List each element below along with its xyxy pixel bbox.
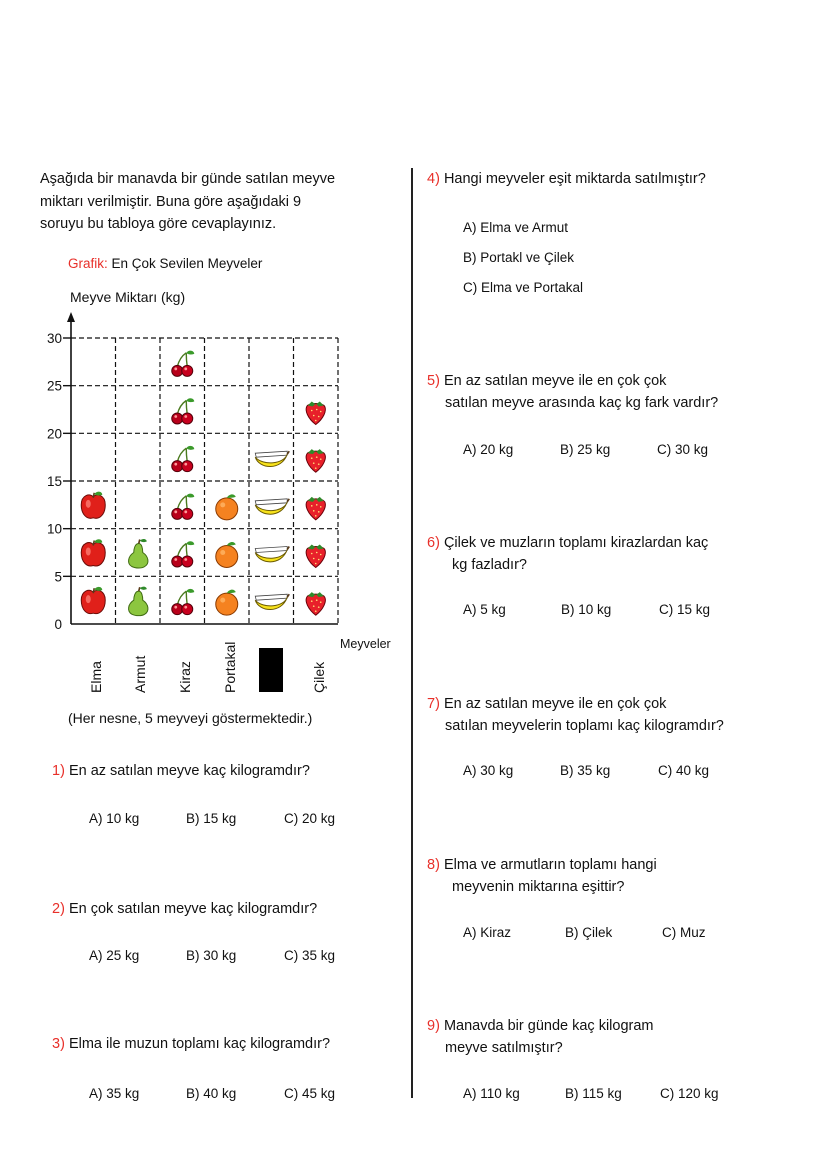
question-6-option-b[interactable]: B) 10 kg <box>561 602 612 617</box>
category-label-portakal: Portakal <box>222 641 238 693</box>
category-label-cilek: Çilek <box>311 661 327 693</box>
question-8 <box>427 854 657 898</box>
banana-icon <box>255 547 289 562</box>
question-4-option-b[interactable]: B) Portakl ve Çilek <box>463 250 575 265</box>
banana-icon <box>255 594 289 609</box>
chart-axes <box>67 312 338 624</box>
question-1-option-c[interactable]: C) 20 kg <box>284 811 336 826</box>
y-axis-label: Meyve Miktarı (kg) <box>70 289 186 305</box>
question-1-number: 1) <box>52 763 65 779</box>
cherry-icon <box>172 541 195 567</box>
instructions <box>40 168 400 236</box>
question-5-number: 5) <box>427 373 440 389</box>
question-6-text-line-2: kg fazladır? <box>452 557 527 573</box>
question-2 <box>52 898 317 920</box>
banana-icon <box>255 499 289 514</box>
question-2-option-a[interactable]: A) 25 kg <box>89 948 140 963</box>
question-6-option-a[interactable]: A) 5 kg <box>463 602 506 617</box>
question-1-option-b[interactable]: B) 15 kg <box>186 811 237 826</box>
question-3-number: 3) <box>52 1036 65 1052</box>
instructions-line-2: miktarı verilmiştir. Buna göre aşağıdaki 9 <box>40 193 302 210</box>
question-8-text-line-2: meyvenin miktarına eşittir? <box>452 879 625 895</box>
cherry-icon <box>172 351 195 377</box>
question-6-text-line-1: Çilek ve muzların toplamı kirazlardan kaç <box>443 535 709 551</box>
y-tick-label: 0 <box>54 617 62 632</box>
y-tick-label: 25 <box>46 378 62 394</box>
question-9-option-c[interactable]: C) 120 kg <box>660 1086 719 1101</box>
question-5-text-line-1: En az satılan meyve ile en çok çok <box>443 373 667 389</box>
question-1-text: En az satılan meyve kaç kilogramdır? <box>68 763 310 779</box>
strawberry-icon <box>306 545 325 568</box>
question-9-option-b[interactable]: B) 115 kg <box>565 1086 622 1101</box>
question-6-number: 6) <box>427 535 440 551</box>
column-divider <box>411 168 413 1098</box>
chart-title <box>68 256 262 271</box>
question-7-option-c[interactable]: C) 40 kg <box>658 763 710 778</box>
apple-icon <box>81 492 105 519</box>
orange-icon <box>216 494 238 520</box>
x-axis-label: Meyveler <box>340 637 391 651</box>
question-5-option-b[interactable]: B) 25 kg <box>560 442 611 457</box>
pear-icon <box>129 539 148 568</box>
question-7-number: 7) <box>427 696 440 712</box>
question-3 <box>52 1033 330 1055</box>
apple-icon <box>81 539 105 566</box>
question-7-text-line-2: satılan meyvelerin toplamı kaç kilogramdır? <box>445 718 724 734</box>
question-1 <box>52 760 310 782</box>
y-axis-arrow <box>67 312 75 322</box>
question-7 <box>427 693 724 737</box>
strawberry-icon <box>306 449 325 472</box>
question-3-option-c[interactable]: C) 45 kg <box>284 1086 336 1101</box>
cherry-icon <box>172 398 195 424</box>
question-8-option-a[interactable]: A) Kiraz <box>463 925 512 940</box>
question-5-option-a[interactable]: A) 20 kg <box>463 442 514 457</box>
question-4-text: Hangi meyveler eşit miktarda satılmıştır? <box>443 171 706 187</box>
cherry-icon <box>172 446 195 472</box>
question-9-text-line-1: Manavda bir günde kaç kilogram <box>443 1018 654 1034</box>
cherry-icon <box>172 589 195 615</box>
question-3-text: Elma ile muzun toplamı kaç kilogramdır? <box>68 1036 331 1052</box>
apple-icon <box>81 587 105 614</box>
strawberry-icon <box>306 592 325 615</box>
chart-note: (Her nesne, 5 meyveyi göstermektedir.) <box>68 710 313 726</box>
orange-icon <box>216 590 238 616</box>
y-tick-label: 30 <box>46 331 62 346</box>
question-4-option-c[interactable]: C) Elma ve Portakal <box>463 280 584 295</box>
question-6 <box>427 532 708 576</box>
question-6-option-c[interactable]: C) 15 kg <box>659 602 711 617</box>
question-8-number: 8) <box>427 857 440 873</box>
question-7-option-a[interactable]: A) 30 kg <box>463 763 514 778</box>
category-label-kiraz: Kiraz <box>177 661 193 693</box>
y-tick-label: 20 <box>46 426 62 442</box>
y-tick-label: 10 <box>46 521 62 537</box>
question-1-option-a[interactable]: A) 10 kg <box>89 811 140 826</box>
question-7-text-line-1: En az satılan meyve ile en çok çok <box>443 696 667 712</box>
category-label-elma: Elma <box>88 661 104 693</box>
pictograph-chart <box>0 300 410 640</box>
question-8-option-c[interactable]: C) Muz <box>662 925 706 940</box>
instructions-line-3: soruyu bu tabloya göre cevaplayınız. <box>40 216 277 232</box>
strawberry-icon <box>306 402 325 425</box>
question-8-text-line-1: Elma ve armutların toplamı hangi <box>443 857 657 873</box>
y-tick-label: 15 <box>46 474 62 489</box>
question-4-option-a[interactable]: A) Elma ve Armut <box>463 220 569 235</box>
instructions-line-1: Aşağıda bir manavda bir günde satılan meyve <box>40 171 336 187</box>
cherry-icon <box>172 494 195 520</box>
strawberry-icon <box>306 497 325 520</box>
chart-title-prefix: Grafik: <box>68 256 108 271</box>
question-5 <box>427 370 718 414</box>
question-3-option-b[interactable]: B) 40 kg <box>186 1086 237 1101</box>
question-9-text-line-2: meyve satılmıştır? <box>445 1040 563 1056</box>
y-axis-ticks <box>47 331 71 632</box>
question-4-number: 4) <box>427 171 440 187</box>
question-3-option-a[interactable]: A) 35 kg <box>89 1086 140 1101</box>
question-8-option-b[interactable]: B) Çilek <box>565 925 613 940</box>
question-9-option-a[interactable]: A) 110 kg <box>463 1086 520 1101</box>
pear-icon <box>129 587 148 616</box>
question-2-text: En çok satılan meyve kaç kilogramdır? <box>68 901 318 917</box>
y-tick-label: 5 <box>54 569 62 585</box>
category-label-armut: Armut <box>132 655 148 693</box>
question-5-option-c[interactable]: C) 30 kg <box>657 442 709 457</box>
question-9 <box>427 1015 654 1059</box>
question-2-option-c[interactable]: C) 35 kg <box>284 948 336 963</box>
question-2-option-b[interactable]: B) 30 kg <box>186 948 237 963</box>
banana-icon <box>255 451 289 466</box>
question-2-number: 2) <box>52 901 65 917</box>
question-4 <box>427 168 706 190</box>
chart-title-text: En Çok Sevilen Meyveler <box>111 256 263 271</box>
question-9-number: 9) <box>427 1018 440 1034</box>
question-5-text-line-2: satılan meyve arasında kaç kg fark vardır? <box>445 395 719 411</box>
question-7-option-b[interactable]: B) 35 kg <box>560 763 611 778</box>
chart-grid <box>71 338 338 624</box>
orange-icon <box>216 542 238 568</box>
category-label-redacted <box>259 648 283 692</box>
